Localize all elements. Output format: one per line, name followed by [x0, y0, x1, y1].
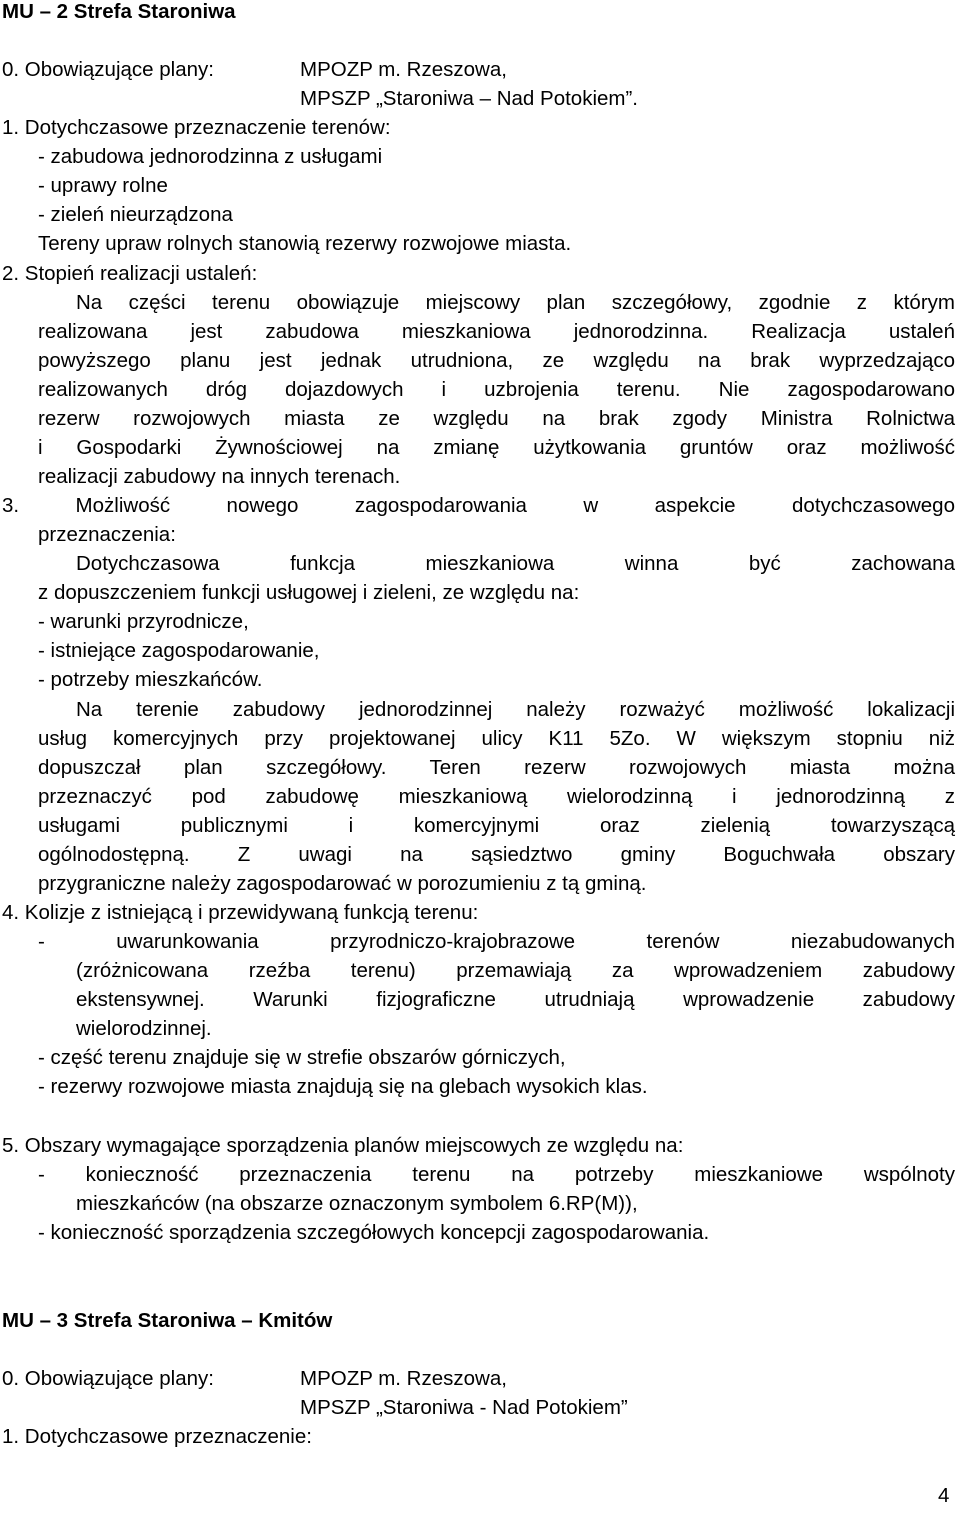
- page-number: 4: [938, 1484, 950, 1507]
- point-title: 5. Obszary wymagające sporządzenia planów miejscowych ze względu na:: [2, 1134, 684, 1157]
- paragraph-line: realizacji zabudowy na innych terenach.: [38, 465, 401, 488]
- paragraph-line: Tereny upraw rolnych stanowią rezerwy rozwojowe miasta.: [38, 232, 572, 255]
- section-heading: MU – 2 Strefa Staroniwa: [2, 0, 236, 23]
- list-item-continuation: mieszkańców (na obszarze oznaczonym symbolem 6.RP(M)),: [76, 1192, 638, 1215]
- point-title: 1. Dotychczasowe przeznaczenie terenów:: [2, 116, 391, 139]
- plan-item: MPOZP m. Rzeszowa,: [300, 1367, 507, 1390]
- paragraph-line: realizowanych dróg dojazdowych i uzbrojenia terenu. Nie zagospodarowano: [38, 378, 955, 401]
- list-item: - konieczność sporządzenia szczegółowych koncepcji zagospodarowania.: [38, 1221, 710, 1244]
- point-title: 2. Stopień realizacji ustaleń:: [2, 262, 258, 285]
- list-item-continuation: wielorodzinnej.: [76, 1017, 212, 1040]
- list-item: - rezerwy rozwojowe miasta znajdują się na glebach wysokich klas.: [38, 1075, 648, 1098]
- list-item: - uprawy rolne: [38, 174, 168, 197]
- plan-item: MPSZP „Staroniwa - Nad Potokiem”: [300, 1396, 628, 1419]
- paragraph-line: z dopuszczeniem funkcji usługowej i zieleni, ze względu na:: [38, 581, 580, 604]
- plans-label: 0. Obowiązujące plany:: [2, 1367, 214, 1390]
- list-item: - zieleń nieurządzona: [38, 203, 233, 226]
- list-item: - konieczność przeznaczenia terenu na potrzeby mieszkaniowe wspólnoty: [38, 1163, 955, 1186]
- list-item-continuation: (zróżnicowana rzeźba terenu) przemawiają za wprowadzeniem zabudowy: [76, 959, 955, 982]
- point-title: 3. Możliwość nowego zagospodarowania w aspekcie dotychczasowego: [2, 494, 955, 517]
- paragraph-line: usługami publicznymi i komercyjnymi oraz zielenią towarzyszącą: [38, 814, 955, 837]
- list-item: - uwarunkowania przyrodniczo-krajobrazowe terenów niezabudowanych: [38, 930, 955, 953]
- list-item: - zabudowa jednorodzinna z usługami: [38, 145, 383, 168]
- section-heading: MU – 3 Strefa Staroniwa – Kmitów: [2, 1309, 333, 1332]
- paragraph-line: Na części terenu obowiązuje miejscowy plan szczegółowy, zgodnie z którym: [76, 291, 955, 314]
- point-title: 1. Dotychczasowe przeznaczenie:: [2, 1425, 312, 1448]
- list-item-continuation: ekstensywnej. Warunki fizjograficzne utrudniają wprowadzenie zabudowy: [76, 988, 955, 1011]
- paragraph-line: powyższego planu jest jednak utrudniona, ze względu na brak wyprzedzająco: [38, 349, 955, 372]
- list-item: - warunki przyrodnicze,: [38, 610, 249, 633]
- plan-item: MPSZP „Staroniwa – Nad Potokiem”.: [300, 87, 638, 110]
- paragraph-line: i Gospodarki Żywnościowej na zmianę użytkowania gruntów oraz możliwość: [38, 436, 955, 459]
- paragraph-line: realizowana jest zabudowa mieszkaniowa jednorodzinna. Realizacja ustaleń: [38, 320, 955, 343]
- paragraph-line: usług komercyjnych przy projektowanej ulicy K11 5Zo. W większym stopniu niż: [38, 727, 955, 750]
- paragraph-line: Dotychczasowa funkcja mieszkaniowa winna być zachowana: [76, 552, 955, 575]
- paragraph-line: dopuszczał plan szczegółowy. Teren rezerw rozwojowych miasta można: [38, 756, 955, 779]
- paragraph-line: przygraniczne należy zagospodarować w porozumieniu z tą gminą.: [38, 872, 647, 895]
- plan-item: MPOZP m. Rzeszowa,: [300, 58, 507, 81]
- list-item: - część terenu znajduje się w strefie obszarów górniczych,: [38, 1046, 566, 1069]
- plans-label: 0. Obowiązujące plany:: [2, 58, 214, 81]
- paragraph-line: przeznaczyć pod zabudowę mieszkaniową wielorodzinną i jednorodzinną z: [38, 785, 955, 808]
- paragraph-line: Na terenie zabudowy jednorodzinnej należy rozważyć możliwość lokalizacji: [76, 698, 955, 721]
- list-item: - potrzeby mieszkańców.: [38, 668, 263, 691]
- point-title: przeznaczenia:: [38, 523, 176, 546]
- paragraph-line: ogólnodostępną. Z uwagi na sąsiedztwo gminy Boguchwała obszary: [38, 843, 955, 866]
- list-item: - istniejące zagospodarowanie,: [38, 639, 320, 662]
- paragraph-line: rezerw rozwojowych miasta ze względu na brak zgody Ministra Rolnictwa: [38, 407, 955, 430]
- point-title: 4. Kolizje z istniejącą i przewidywaną funkcją terenu:: [2, 901, 479, 924]
